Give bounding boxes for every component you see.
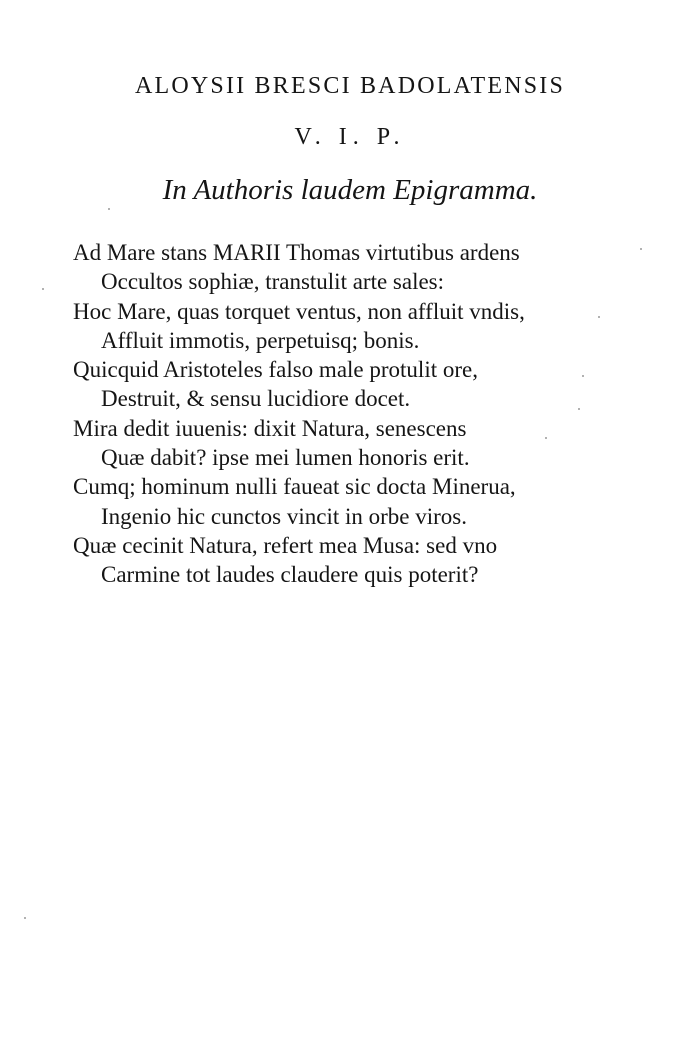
paper-speck xyxy=(640,248,642,250)
poem-line: Ingenio hic cunctos vincit in orbe viros. xyxy=(101,503,468,529)
poem-line: Carmine tot laudes claudere quis poterit? xyxy=(101,562,479,588)
paper-speck xyxy=(545,437,547,439)
paper-speck xyxy=(42,288,44,290)
paper-speck xyxy=(598,316,600,318)
paper-speck xyxy=(108,208,110,210)
poem-line: Mira dedit iuuenis: dixit Natura, senescens xyxy=(73,415,467,441)
poem-line: Hoc Mare, quas torquet ventus, non affluit vndis, xyxy=(73,298,525,324)
epigram-poem xyxy=(73,238,673,590)
epigram-title: In Authoris laudem Epigramma. xyxy=(162,174,538,206)
poem-line: Destruit, & sensu lucidiore docet. xyxy=(101,386,411,412)
initials-heading: V. I. P. xyxy=(294,124,406,150)
author-heading: ALOYSII BRESCI BADOLATENSIS xyxy=(134,73,566,99)
poem-line: Affluit immotis, perpetuisq; bonis. xyxy=(101,327,420,353)
poem-line: Quæ cecinit Natura, refert mea Musa: sed vno xyxy=(73,532,498,558)
paper-speck xyxy=(578,408,580,410)
poem-line: Cumq; hominum nulli faueat sic docta Minerua, xyxy=(73,474,516,500)
poem-line: Quæ dabit? ipse mei lumen honoris erit. xyxy=(101,445,470,471)
paper-speck xyxy=(582,375,584,377)
poem-line: Ad Mare stans MARII Thomas virtutibus ardens xyxy=(73,240,520,265)
poem-line: Quicquid Aristoteles falso male protulit ore, xyxy=(73,357,478,383)
paper-speck xyxy=(24,917,26,919)
poem-line: Occultos sophiæ, transtulit arte sales: xyxy=(101,269,445,295)
